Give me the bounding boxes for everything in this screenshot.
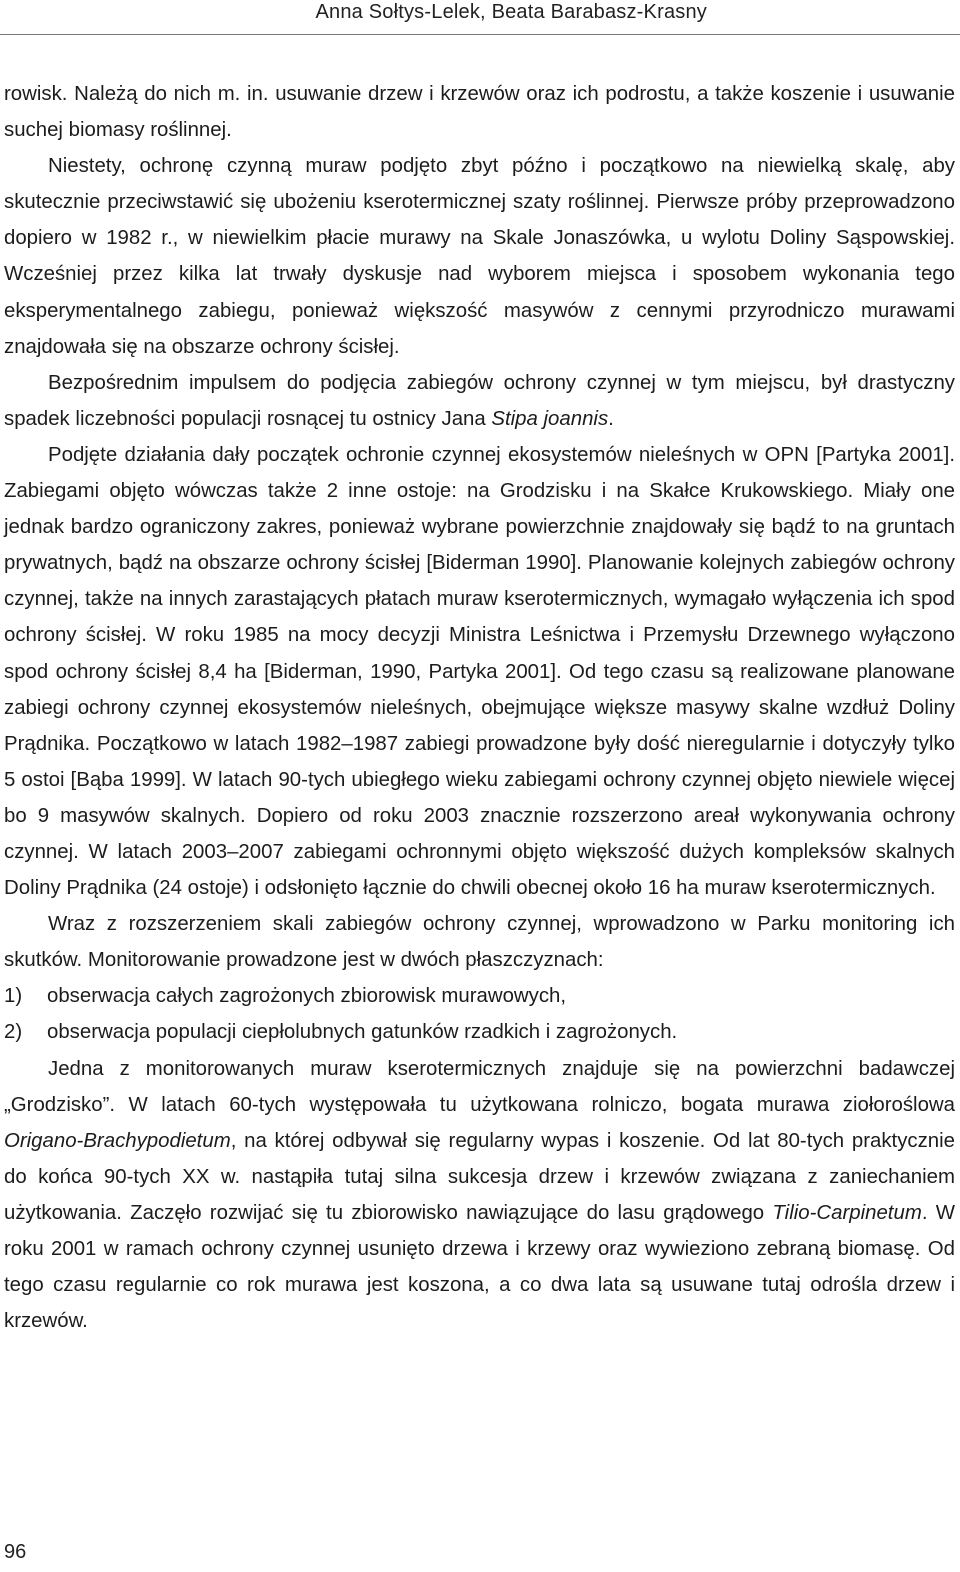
- paragraph-impulse-text: Bezpośrednim impulsem do podjęcia zabiegów ochrony czynnej w tym miejscu, był drastyczny spadek liczebności populacji rosnącej tu ostnicy Jana: [4, 371, 955, 430]
- paragraph-continued: rowisk. Należą do nich m. in. usuwanie drzew i krzewów oraz ich podrostu, a także koszenie i usuwanie suchej biomasy roślinnej.: [4, 83, 955, 142]
- list-item-text: obserwacja całych zagrożonych zbiorowisk murawowych,: [47, 985, 567, 1008]
- paragraph-grodzisko: [4, 1051, 955, 1340]
- paragraph-monitoring: Wraz z rozszerzeniem skali zabiegów ochrony czynnej, wprowadzono w Parku monitoring ich skutków. Monitorowanie prowadzone jest w dwóch płaszczyznach:: [4, 913, 955, 972]
- paragraph-impulse-end: .: [608, 407, 614, 430]
- paragraph-grodzisko-text-c: , na której odbywał się regularny wypas i koszenie. Od lat 80-tych praktycznie do końca 90-tych XX w. nastąpiła tutaj silna sukcesja drzew i krzewów związana z zaniechaniem użytkowania. Zaczęło rozwijać się tu zbiorowisko nawiązujące do lasu grądowego: [4, 1129, 955, 1224]
- page-number: 96: [4, 1541, 27, 1563]
- list-item: [4, 1014, 955, 1050]
- species-name: Stipa joannis: [491, 407, 609, 430]
- header-rule: [0, 34, 960, 35]
- paragraph-active-protection: Niestety, ochronę czynną muraw podjęto zbyt późno i początkowo na niewielką skalę, aby skutecznie przeciwstawić się ubożeniu kserotermicznej szaty roślinnej. Pierwsze próby przeprowadzono dopiero w 1982 r., w niewielkim płacie murawy na Skale Jonaszówka, u wylotu Doliny Sąspowskiej. Wcześniej przez kilka lat trwały dyskusje nad wyborem miejsca i sposobem wykonania tego eksperymentalnego zabiegu, ponieważ większość masywów z cennymi przyrodniczo murawami znajdowała się na obszarze ochrony ścisłej.: [4, 155, 955, 358]
- header-authors: Anna Sołtys-Lelek, Beata Barabasz-Krasny: [315, 1, 707, 23]
- list-item-text: obserwacja populacji ciepłolubnych gatunków rzadkich i zagrożonych.: [47, 1021, 678, 1044]
- paragraph-history: Podjęte działania dały początek ochronie czynnej ekosystemów nieleśnych w OPN [Partyka 2001]. Zabiegami objęto wówczas także 2 inne ostoje: na Grodzisku i na Skałce Krukowskiego. Miały one jednak bardzo ograniczony zakres, ponieważ wybrane powierzchnie znajdowały się bądź to na gruntach prywatnych, bądź na obszarze ochrony ścisłej [Biderman 1990]. Planowanie kolejnych zabiegów ochrony czynnej, także na innych zarastających płatach muraw kserotermicznych, wymagało wyłączenia ich spod ochrony ścisłej. W roku 1985 na mocy decyzji Ministra Leśnictwa i Przemysłu Drzewnego wyłączono spod ochrony ścisłej 8,4 ha [Biderman, 1990, Partyka 2001]. Od tego czasu są realizowane planowane zabiegi ochrony czynnej ekosystemów nieleśnych, obejmujące większe masywy skalne wzdłuż Doliny Prądnika. Początkowo w latach 1982–1987 zabiegi prowadzone były dość nieregularnie i dotyczyły tylko 5 ostoi [Bąba 1999]. W latach 90-tych ubiegłego wieku zabiegami ochrony czynnej objęto niewiele więcej bo 9 masywów skalnych. Dopiero od roku 2003 znacznie rozszerzono areał wykonywania ochrony czynnej. W latach 2003–2007 zabiegami ochronnymi objęto większość dużych kompleksów skalnych Doliny Prądnika (24 ostoje) i odsłonięto łącznie do chwili obecnej około 16 ha muraw kserotermicznych.: [4, 443, 955, 900]
- association-name: Tilio-Carpinetum: [772, 1201, 922, 1224]
- body-text: [4, 76, 955, 1339]
- paragraph-grodzisko-text-e: . W roku 2001 w ramach ochrony czynnej usunięto drzewa i krzewy oraz wywieziono zebraną biomasę. Od tego czasu regularnie co rok murawa jest koszona, a co dwa lata są usuwane tutaj odrośla drzew i krzewów.: [4, 1201, 955, 1333]
- list-item-number: 1): [4, 985, 23, 1008]
- paragraph-grodzisko-text-a: Jedna z monitorowanych muraw kserotermicznych znajduje się na powierzchni badawczej „Grodzisko”. W latach 60-tych występowała tu użytkowana rolniczo, bogata murawa ziołoroślowa: [4, 1057, 955, 1116]
- running-header: [0, 0, 960, 34]
- association-name: Origano-Brachypodietum: [4, 1129, 231, 1152]
- paragraph-impulse: [4, 365, 955, 437]
- list-item: [4, 978, 955, 1014]
- list-item-number: 2): [4, 1021, 23, 1044]
